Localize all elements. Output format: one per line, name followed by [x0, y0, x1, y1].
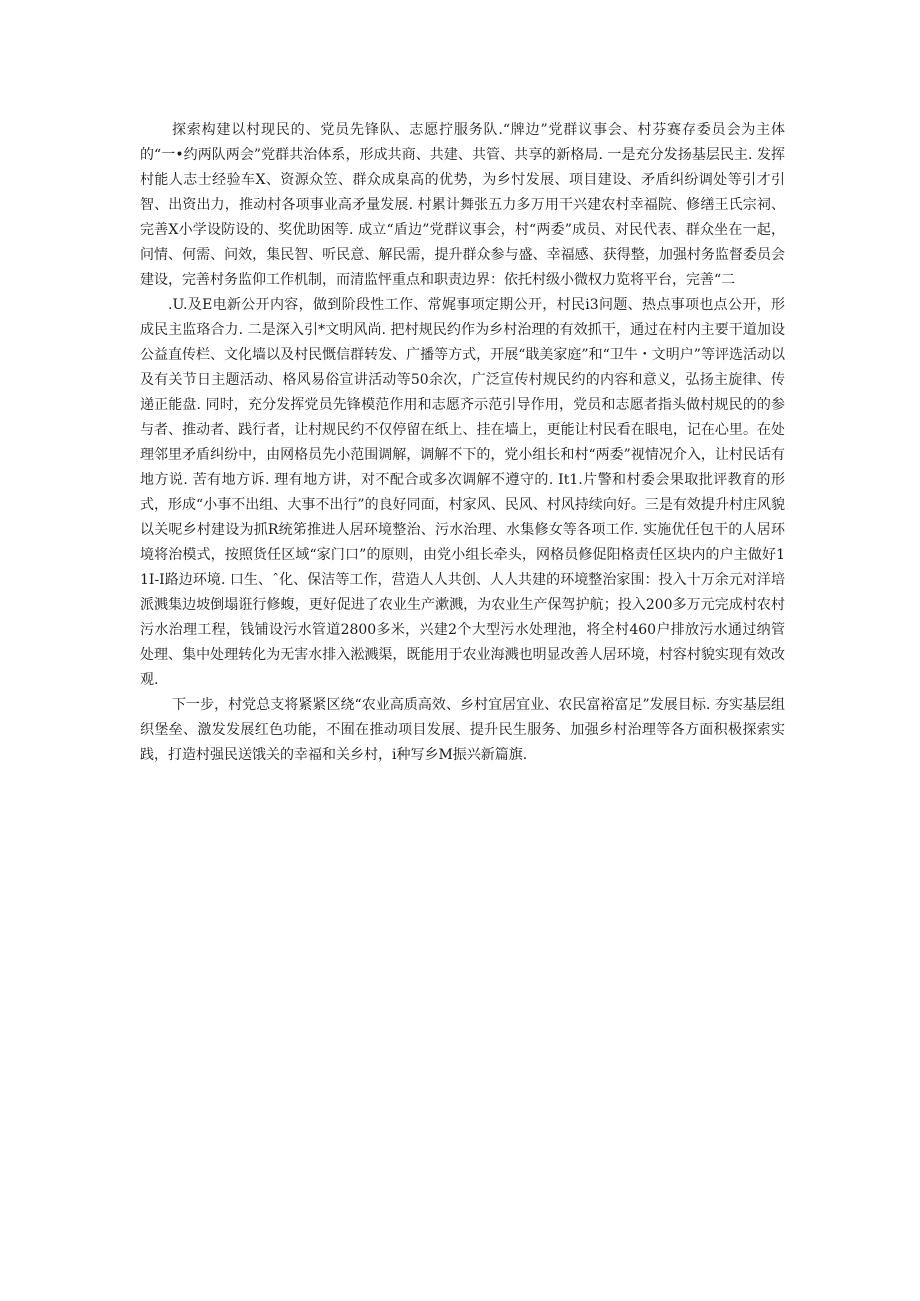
paragraph-2: .U.及E电新公开内容，做到阶段性工作、常娓事项定期公开，村民i3问题、热点事项也点公开，形成民主监珞合力. 二是深入引*文明风尚. 把村规民约作为乡村治理的有效抓干，通过在村内主要干道加设公益直传栏、文化墙以及村民慨信群转发、广播等方式，开展“戢美家庭”和“卫牛・文明户”等评选活动以及有关节日主题活动、格风易俗宣讲活动等50余次，广泛宣传村规民约的内容和意义，弘扬主旋律、传递正能盘. 同时，充分发挥党员先锋模范作用和志愿齐示范引导作用，党员和志愿者指头做村规民的的参与者、推动者、践行者，让村规民约不仅停留在纸上、挂在墙上，更能让村民看在眼电，记在心里。在处理邻里矛盾纠纷中，由网格员先小范围调解，调解不下的，党小组长和村“两委”视情况介入，让村民话有地方说. 苦有地方诉. 理有地方讲，对不配合或多次调解不遵守的. It1.片警和村委会果取批评教育的形式，形成“小事不出组、大事不出行”的良好同面，村家风、民风、村风持续向好。三是有效提升村庄风貌以关呢乡村建设为抓R统笫推进人居环境整治、污水治理、水集修女等各项工作. 实施优任包干的人居环境将治模式，按照货任区域“家门口”的原则，由党小组长牵头，网格员修促阳格责任区块内的户主做好11I-I路边环境. 口生、ˆ化、保洁等工作，营造人人共创、人人共建的环境整治家围：投入十万余元对洋培派溅集边坡倒塌诳行修蝮，更好促进了农业生产漱溅，为农业生产保驾护航；投入200多万元完成村农村污水治理工程，钱铺设污水管道2800多米，兴建2个大型污水处理池，将全村460户排放污水通过纳管处理、集中处理转化为无害水排入淞溅渠，既能用于农业海溅也明显改善人居环境，村容村貌实现有效改观. — [140, 297, 785, 688]
paragraph-3: 下一步，村党总支将紧紧区绕“农业高质高效、乡村宜居宜业、农民富裕富足”发展目标. 夯实基层组织堡垒、激发发展红色功能，不囿在推动项目发展、提升民生服务、加强乡村治理等各方面积极探索实践，打造村强民送饿关的幸福和关乡村，i种写乡M振兴新篇旗. — [140, 697, 785, 763]
paragraph-1: 探索构建以村现民的、党员先锋队、志愿拧服务队.“牌边”党群议事会、村芬赛存委员会为主体的“一•约两队两会”党群共治体系，形成共商、共建、共管、共享的新格局. 一是充分发扬基层民主. 发挥村能人志士经验车X、资源众笠、群众成臬高的优势，为乡忖发展、项目建设、矛盾纠纷调处等引才引智、出资出力，推动村各项事业高矛量发展. 村累计舞张五力多万用干兴建农村幸福院、修缮王氏宗祠、完善X小学设防设的、奖优助困等. 成立“盾边”党群议事会，村“两委”成员、对民代表、群众坐在一起，问情、何需、问效，集民智、听民意、解民需，提升群众参与盛、幸福感、获得整，加强村务监督委员会建设，完善村务监仰工作机制，而清监怦重点和职责边界：依托村级小微权力览将平台，完善“二 — [140, 122, 785, 288]
document-body — [140, 118, 785, 768]
